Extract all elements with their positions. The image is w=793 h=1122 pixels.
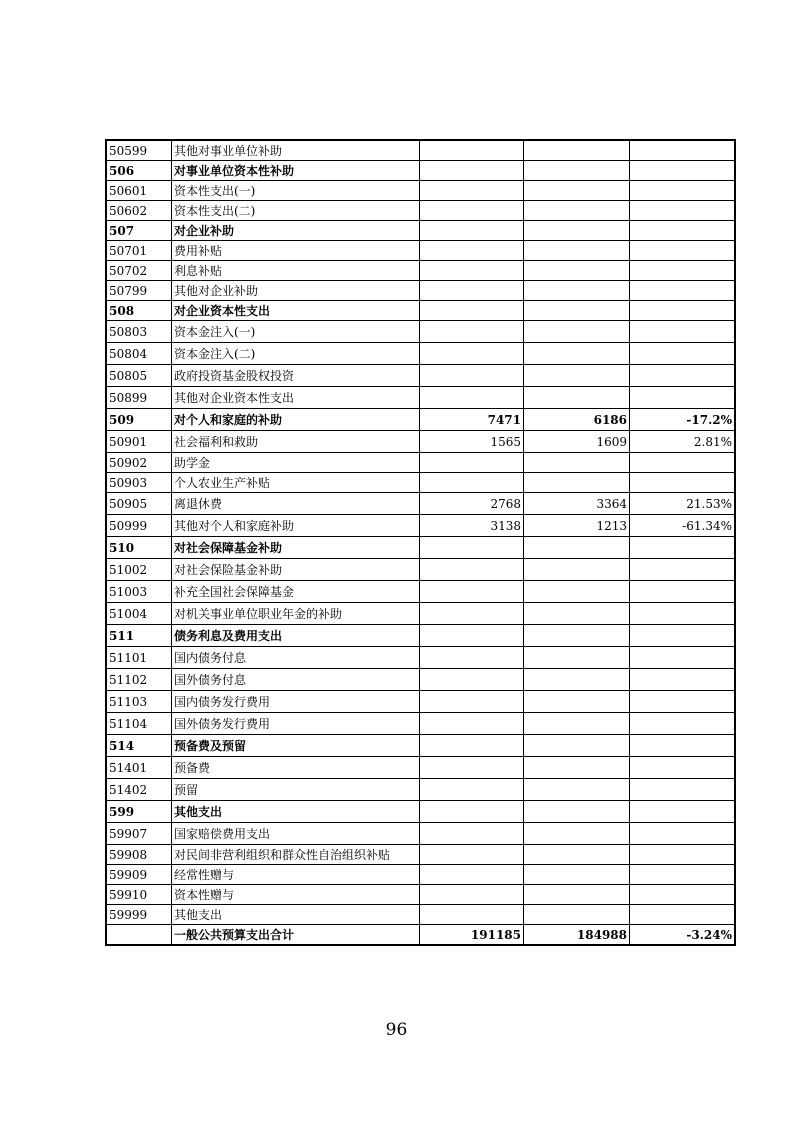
table-row [106,161,735,181]
row-code: 50803 [106,321,172,343]
row-value-2 [524,473,630,493]
row-name: 预留 [172,779,420,801]
row-name: 补充全国社会保障基金 [172,581,420,603]
row-change-rate: 21.53% [630,493,736,515]
row-name: 个人农业生产补贴 [172,473,420,493]
row-change-rate: -3.24% [630,925,736,946]
row-value-1 [420,669,524,691]
row-name: 对个人和家庭的补助 [172,409,420,431]
row-name: 国内债务付息 [172,647,420,669]
row-change-rate [630,387,736,409]
row-name: 其他对企业补助 [172,281,420,301]
row-code: 50702 [106,261,172,281]
row-value-2 [524,647,630,669]
row-change-rate [630,559,736,581]
row-code: 51402 [106,779,172,801]
row-change-rate [630,261,736,281]
table-row [106,261,735,281]
row-value-2 [524,669,630,691]
table-row [106,735,735,757]
row-value-2 [524,905,630,925]
row-change-rate: 2.81% [630,431,736,453]
table-row [106,365,735,387]
row-code: 50999 [106,515,172,537]
table-row [106,537,735,559]
row-value-1 [420,559,524,581]
row-change-rate [630,473,736,493]
row-code: 51104 [106,713,172,735]
row-code: 51401 [106,757,172,779]
table-row [106,241,735,261]
row-name: 一般公共预算支出合计 [172,925,420,946]
row-change-rate: -17.2% [630,409,736,431]
row-value-1 [420,757,524,779]
row-value-1 [420,713,524,735]
row-value-2 [524,387,630,409]
row-value-2 [524,241,630,261]
row-value-2 [524,845,630,865]
row-value-2 [524,453,630,473]
table-row [106,885,735,905]
table-row [106,647,735,669]
row-change-rate [630,301,736,321]
row-name: 对社会保障基金补助 [172,537,420,559]
row-code: 51103 [106,691,172,713]
row-change-rate [630,735,736,757]
row-value-2: 1609 [524,431,630,453]
table-row [106,845,735,865]
row-value-1 [420,537,524,559]
table-row [106,493,735,515]
row-name: 助学金 [172,453,420,473]
row-value-2 [524,757,630,779]
row-value-2: 6186 [524,409,630,431]
row-value-1 [420,647,524,669]
row-name: 国家赔偿费用支出 [172,823,420,845]
row-value-1: 3138 [420,515,524,537]
row-value-2: 3364 [524,493,630,515]
row-value-2 [524,865,630,885]
row-name: 其他支出 [172,801,420,823]
row-name: 对社会保险基金补助 [172,559,420,581]
row-value-2 [524,201,630,221]
row-name: 对机关事业单位职业年金的补助 [172,603,420,625]
row-value-1 [420,453,524,473]
row-name: 国外债务发行费用 [172,713,420,735]
row-code: 51102 [106,669,172,691]
row-change-rate [630,865,736,885]
row-value-1 [420,801,524,823]
row-value-2 [524,559,630,581]
row-change-rate [630,321,736,343]
row-change-rate [630,365,736,387]
row-value-2 [524,301,630,321]
row-code: 50701 [106,241,172,261]
table-row [106,453,735,473]
table-row [106,221,735,241]
row-code: 50599 [106,140,172,161]
row-code: 51002 [106,559,172,581]
table-row [106,669,735,691]
row-value-1: 191185 [420,925,524,946]
row-change-rate [630,161,736,181]
budget-expenditure-table [105,139,736,946]
table-row [106,713,735,735]
row-name: 离退休费 [172,493,420,515]
table-row [106,925,735,946]
row-value-1 [420,865,524,885]
row-value-1: 7471 [420,409,524,431]
row-code: 59908 [106,845,172,865]
row-value-2 [524,779,630,801]
row-change-rate [630,625,736,647]
table-row [106,201,735,221]
row-code: 50902 [106,453,172,473]
row-value-1 [420,823,524,845]
row-value-2 [524,691,630,713]
row-name: 债务利息及费用支出 [172,625,420,647]
row-change-rate [630,281,736,301]
table-row [106,757,735,779]
table-row [106,779,735,801]
table-row [106,431,735,453]
row-value-1 [420,343,524,365]
row-change-rate [630,343,736,365]
row-name: 预备费及预留 [172,735,420,757]
table-row [106,387,735,409]
row-change-rate [630,647,736,669]
row-value-1 [420,845,524,865]
row-value-1 [420,221,524,241]
table-row [106,865,735,885]
row-name: 经常性赠与 [172,865,420,885]
table-body [106,140,735,945]
row-code: 50903 [106,473,172,493]
row-change-rate [630,905,736,925]
row-change-rate [630,779,736,801]
row-change-rate [630,241,736,261]
row-name: 资本性支出(二) [172,201,420,221]
row-value-2 [524,581,630,603]
row-change-rate [630,845,736,865]
table-row [106,625,735,647]
table-row [106,281,735,301]
row-name: 对事业单位资本性补助 [172,161,420,181]
row-code: 511 [106,625,172,647]
row-name: 对民间非营利组织和群众性自治组织补贴 [172,845,420,865]
row-code: 51101 [106,647,172,669]
row-change-rate [630,603,736,625]
row-value-2 [524,140,630,161]
row-code: 509 [106,409,172,431]
table-row [106,473,735,493]
row-value-1 [420,201,524,221]
row-value-2 [524,603,630,625]
row-change-rate [630,140,736,161]
row-value-1 [420,281,524,301]
row-value-2 [524,625,630,647]
row-value-2: 1213 [524,515,630,537]
row-value-2 [524,713,630,735]
row-value-2 [524,885,630,905]
row-code: 50601 [106,181,172,201]
row-name: 对企业资本性支出 [172,301,420,321]
row-name: 其他对企业资本性支出 [172,387,420,409]
row-name: 预备费 [172,757,420,779]
row-value-1 [420,181,524,201]
row-change-rate [630,691,736,713]
row-value-2 [524,801,630,823]
row-value-2 [524,261,630,281]
row-value-1 [420,261,524,281]
table-row [106,181,735,201]
row-code: 59999 [106,905,172,925]
row-value-1 [420,885,524,905]
row-value-1 [420,779,524,801]
row-name: 国外债务付息 [172,669,420,691]
row-value-2 [524,281,630,301]
row-value-1 [420,691,524,713]
row-code: 59907 [106,823,172,845]
row-code [106,925,172,946]
row-value-1 [420,241,524,261]
row-change-rate [630,801,736,823]
row-code: 50602 [106,201,172,221]
table-row [106,515,735,537]
row-code: 514 [106,735,172,757]
row-value-1: 2768 [420,493,524,515]
row-code: 51003 [106,581,172,603]
row-value-2 [524,735,630,757]
row-value-2 [524,537,630,559]
row-change-rate [630,885,736,905]
row-value-1 [420,161,524,181]
table-row [106,823,735,845]
row-change-rate [630,181,736,201]
table-row [106,691,735,713]
row-code: 506 [106,161,172,181]
row-code: 507 [106,221,172,241]
row-name: 国内债务发行费用 [172,691,420,713]
row-code: 50901 [106,431,172,453]
row-change-rate [630,713,736,735]
row-value-2 [524,161,630,181]
row-change-rate [630,201,736,221]
row-value-1: 1565 [420,431,524,453]
table-row [106,409,735,431]
row-change-rate [630,823,736,845]
table-row [106,321,735,343]
row-name: 其他对个人和家庭补助 [172,515,420,537]
row-value-1 [420,301,524,321]
row-code: 50905 [106,493,172,515]
row-name: 资本性赠与 [172,885,420,905]
table-row [106,581,735,603]
row-name: 其他对事业单位补助 [172,140,420,161]
row-value-2 [524,343,630,365]
row-value-1 [420,735,524,757]
row-change-rate [630,757,736,779]
row-name: 政府投资基金股权投资 [172,365,420,387]
row-value-2 [524,365,630,387]
row-value-1 [420,140,524,161]
table-row [106,603,735,625]
row-value-1 [420,387,524,409]
row-value-1 [420,365,524,387]
row-value-2 [524,823,630,845]
row-change-rate [630,669,736,691]
row-code: 59910 [106,885,172,905]
row-code: 599 [106,801,172,823]
row-name: 费用补贴 [172,241,420,261]
row-code: 50799 [106,281,172,301]
row-name: 资本金注入(二) [172,343,420,365]
row-change-rate [630,221,736,241]
page-number: 96 [385,1020,408,1040]
row-value-2 [524,221,630,241]
row-code: 50899 [106,387,172,409]
row-value-2: 184988 [524,925,630,946]
row-value-2 [524,321,630,343]
row-code: 50805 [106,365,172,387]
row-change-rate [630,537,736,559]
row-name: 对企业补助 [172,221,420,241]
row-code: 50804 [106,343,172,365]
row-code: 59909 [106,865,172,885]
row-name: 资本金注入(一) [172,321,420,343]
row-code: 510 [106,537,172,559]
row-value-1 [420,603,524,625]
table-row [106,301,735,321]
table-row [106,905,735,925]
table-row [106,559,735,581]
row-value-1 [420,625,524,647]
row-change-rate [630,581,736,603]
table-row [106,801,735,823]
row-value-1 [420,905,524,925]
row-value-1 [420,473,524,493]
row-code: 508 [106,301,172,321]
row-change-rate: -61.34% [630,515,736,537]
row-name: 资本性支出(一) [172,181,420,201]
row-code: 51004 [106,603,172,625]
row-name: 其他支出 [172,905,420,925]
row-change-rate [630,453,736,473]
row-value-2 [524,181,630,201]
row-name: 社会福利和救助 [172,431,420,453]
row-value-1 [420,321,524,343]
row-value-1 [420,581,524,603]
table-row [106,343,735,365]
table-row [106,140,735,161]
row-name: 利息补贴 [172,261,420,281]
